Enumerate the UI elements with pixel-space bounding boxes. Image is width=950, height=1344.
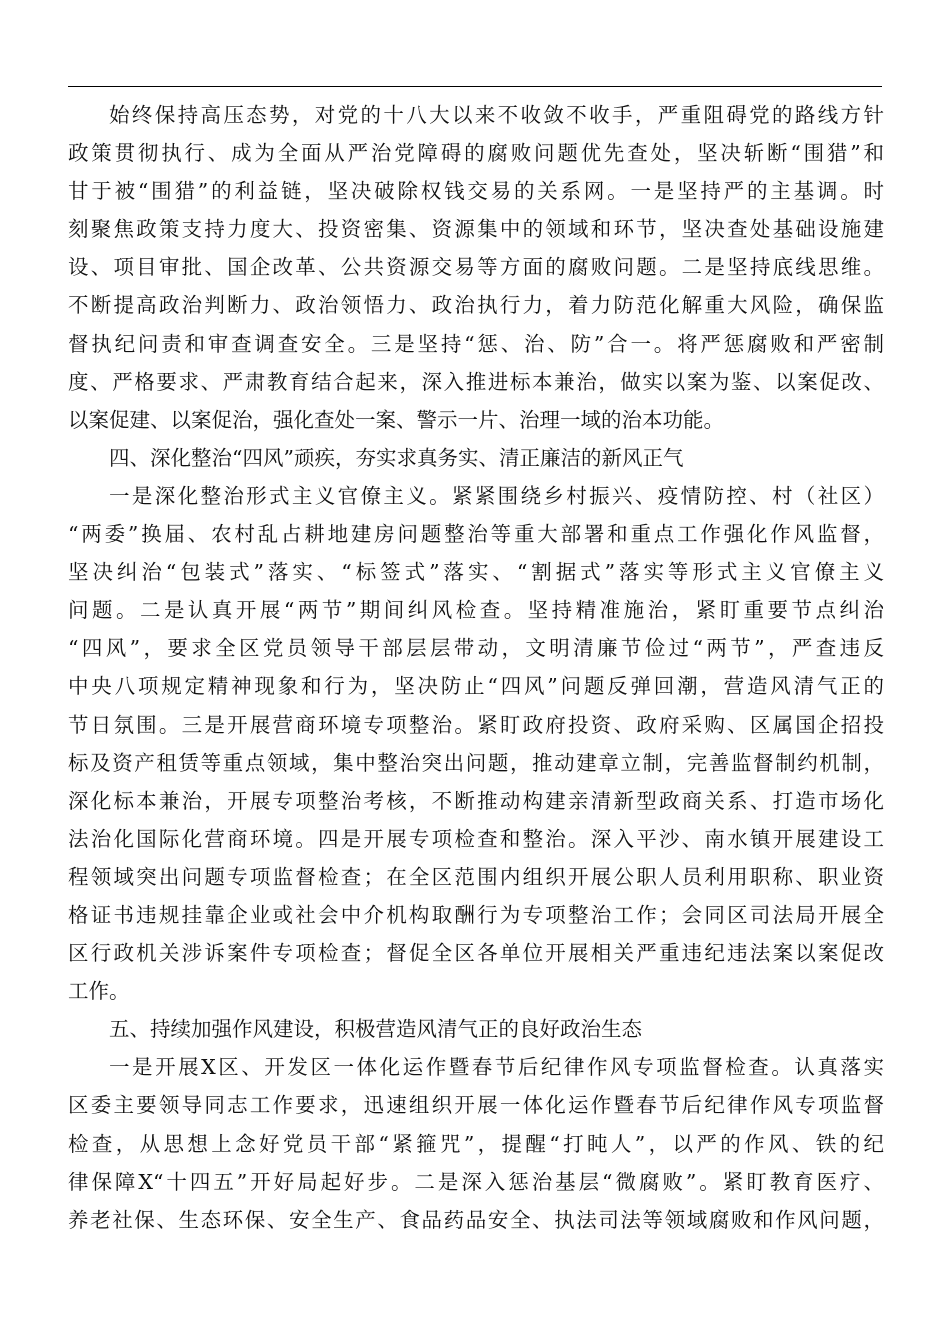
text-line: 区委主要领导同志工作要求，迅速组织开展一体化运作暨春节后纪律作风专项监督 — [68, 1093, 884, 1118]
text-line: “四风”，要求全区党员领导干部层层带动，文明清廉节俭过“两节”，严查违反 — [68, 636, 884, 661]
text-line: 刻聚焦政策支持力度大、投资密集、资源集中的领域和环节，坚决查处基础设施建 — [68, 217, 884, 242]
text-line: 养老社保、生态环保、安全生产、食品药品安全、执法司法等领域腐败和作风问题， — [68, 1207, 884, 1232]
header-rule — [68, 86, 882, 87]
text-line: 设、项目审批、国企改革、公共资源交易等方面的腐败问题。二是坚持底线思维。 — [68, 255, 884, 280]
text-line: 不断提高政治判断力、政治领悟力、政治执行力，着力防范化解重大风险，确保监 — [68, 293, 884, 318]
text-line: 问题。二是认真开展“两节”期间纠风检查。坚持精准施治，紧盯重要节点纠治 — [68, 598, 884, 623]
text-line: 始终保持高压态势，对党的十八大以来不收敛不收手，严重阻碍党的路线方针 — [109, 103, 884, 127]
text-line: 格证书违规挂靠企业或社会中介机构取酬行为专项整治工作；会同区司法局开展全 — [68, 902, 884, 927]
text-line: “两委”换届、农村乱占耕地建房问题整治等重大部署和重点工作强化作风监督， — [68, 522, 884, 547]
text-line: 律保障X“十四五”开好局起好步。二是深入惩治基层“微腐败”。紧盯教育医疗、 — [68, 1169, 884, 1194]
text-line: 以案促建、以案促治，强化查处一案、警示一片、治理一域的治本功能。 — [68, 407, 724, 432]
text-line: 坚决纠治“包装式”落实、“标签式”落实、“割据式”落实等形式主义官僚主义 — [68, 560, 884, 585]
text-line: 督执纪问责和审查调查安全。三是坚持“惩、治、防”合一。将严惩腐败和严密制 — [68, 331, 884, 356]
text-line: 中央八项规定精神现象和行为，坚决防止“四风”问题反弹回潮，营造风清气正的 — [68, 674, 884, 699]
text-line: 甘于被“围猎”的利益链，坚决破除权钱交易的关系网。一是坚持严的主基调。时 — [68, 179, 884, 204]
text-line: 程领域突出问题专项监督检查；在全区范围内组织开展公职人员利用职称、职业资 — [68, 864, 884, 889]
section-heading: 四、深化整治“四风”顽疾，夯实求真务实、清正廉洁的新风正气 — [109, 445, 684, 470]
text-line: 工作。 — [68, 979, 130, 1004]
text-line: 区行政机关涉诉案件专项检查；督促全区各单位开展相关严重违纪违法案以案促改 — [68, 941, 884, 966]
text-line: 标及资产租赁等重点领域，集中整治突出问题，推动建章立制，完善监督制约机制， — [68, 750, 884, 775]
text-line: 度、严格要求、严肃教育结合起来，深入推进标本兼治，做实以案为鉴、以案促改、 — [68, 369, 884, 394]
text-line: 法治化国际化营商环境。四是开展专项检查和整治。深入平沙、南水镇开展建设工 — [68, 826, 884, 851]
text-line: 一是开展X区、开发区一体化运作暨春节后纪律作风专项监督检查。认真落实 — [109, 1055, 884, 1080]
text-line: 节日氛围。三是开展营商环境专项整治。紧盯政府投资、政府采购、区属国企招投 — [68, 712, 884, 737]
text-line: 深化标本兼治，开展专项整治考核，不断推动构建亲清新型政商关系、打造市场化 — [68, 788, 884, 813]
document-body — [68, 96, 884, 1239]
section-heading: 五、持续加强作风建设，积极营造风清气正的良好政治生态 — [109, 1017, 642, 1042]
text-line: 政策贯彻执行、成为全面从严治党障碍的腐败问题优先查处，坚决斩断“围猎”和 — [68, 141, 884, 166]
text-line: 检查，从思想上念好党员干部“紧箍咒”，提醒“打盹人”，以严的作风、铁的纪 — [68, 1131, 884, 1156]
text-line: 一是深化整治形式主义官僚主义。紧紧围绕乡村振兴、疫情防控、村（社区） — [109, 483, 884, 508]
